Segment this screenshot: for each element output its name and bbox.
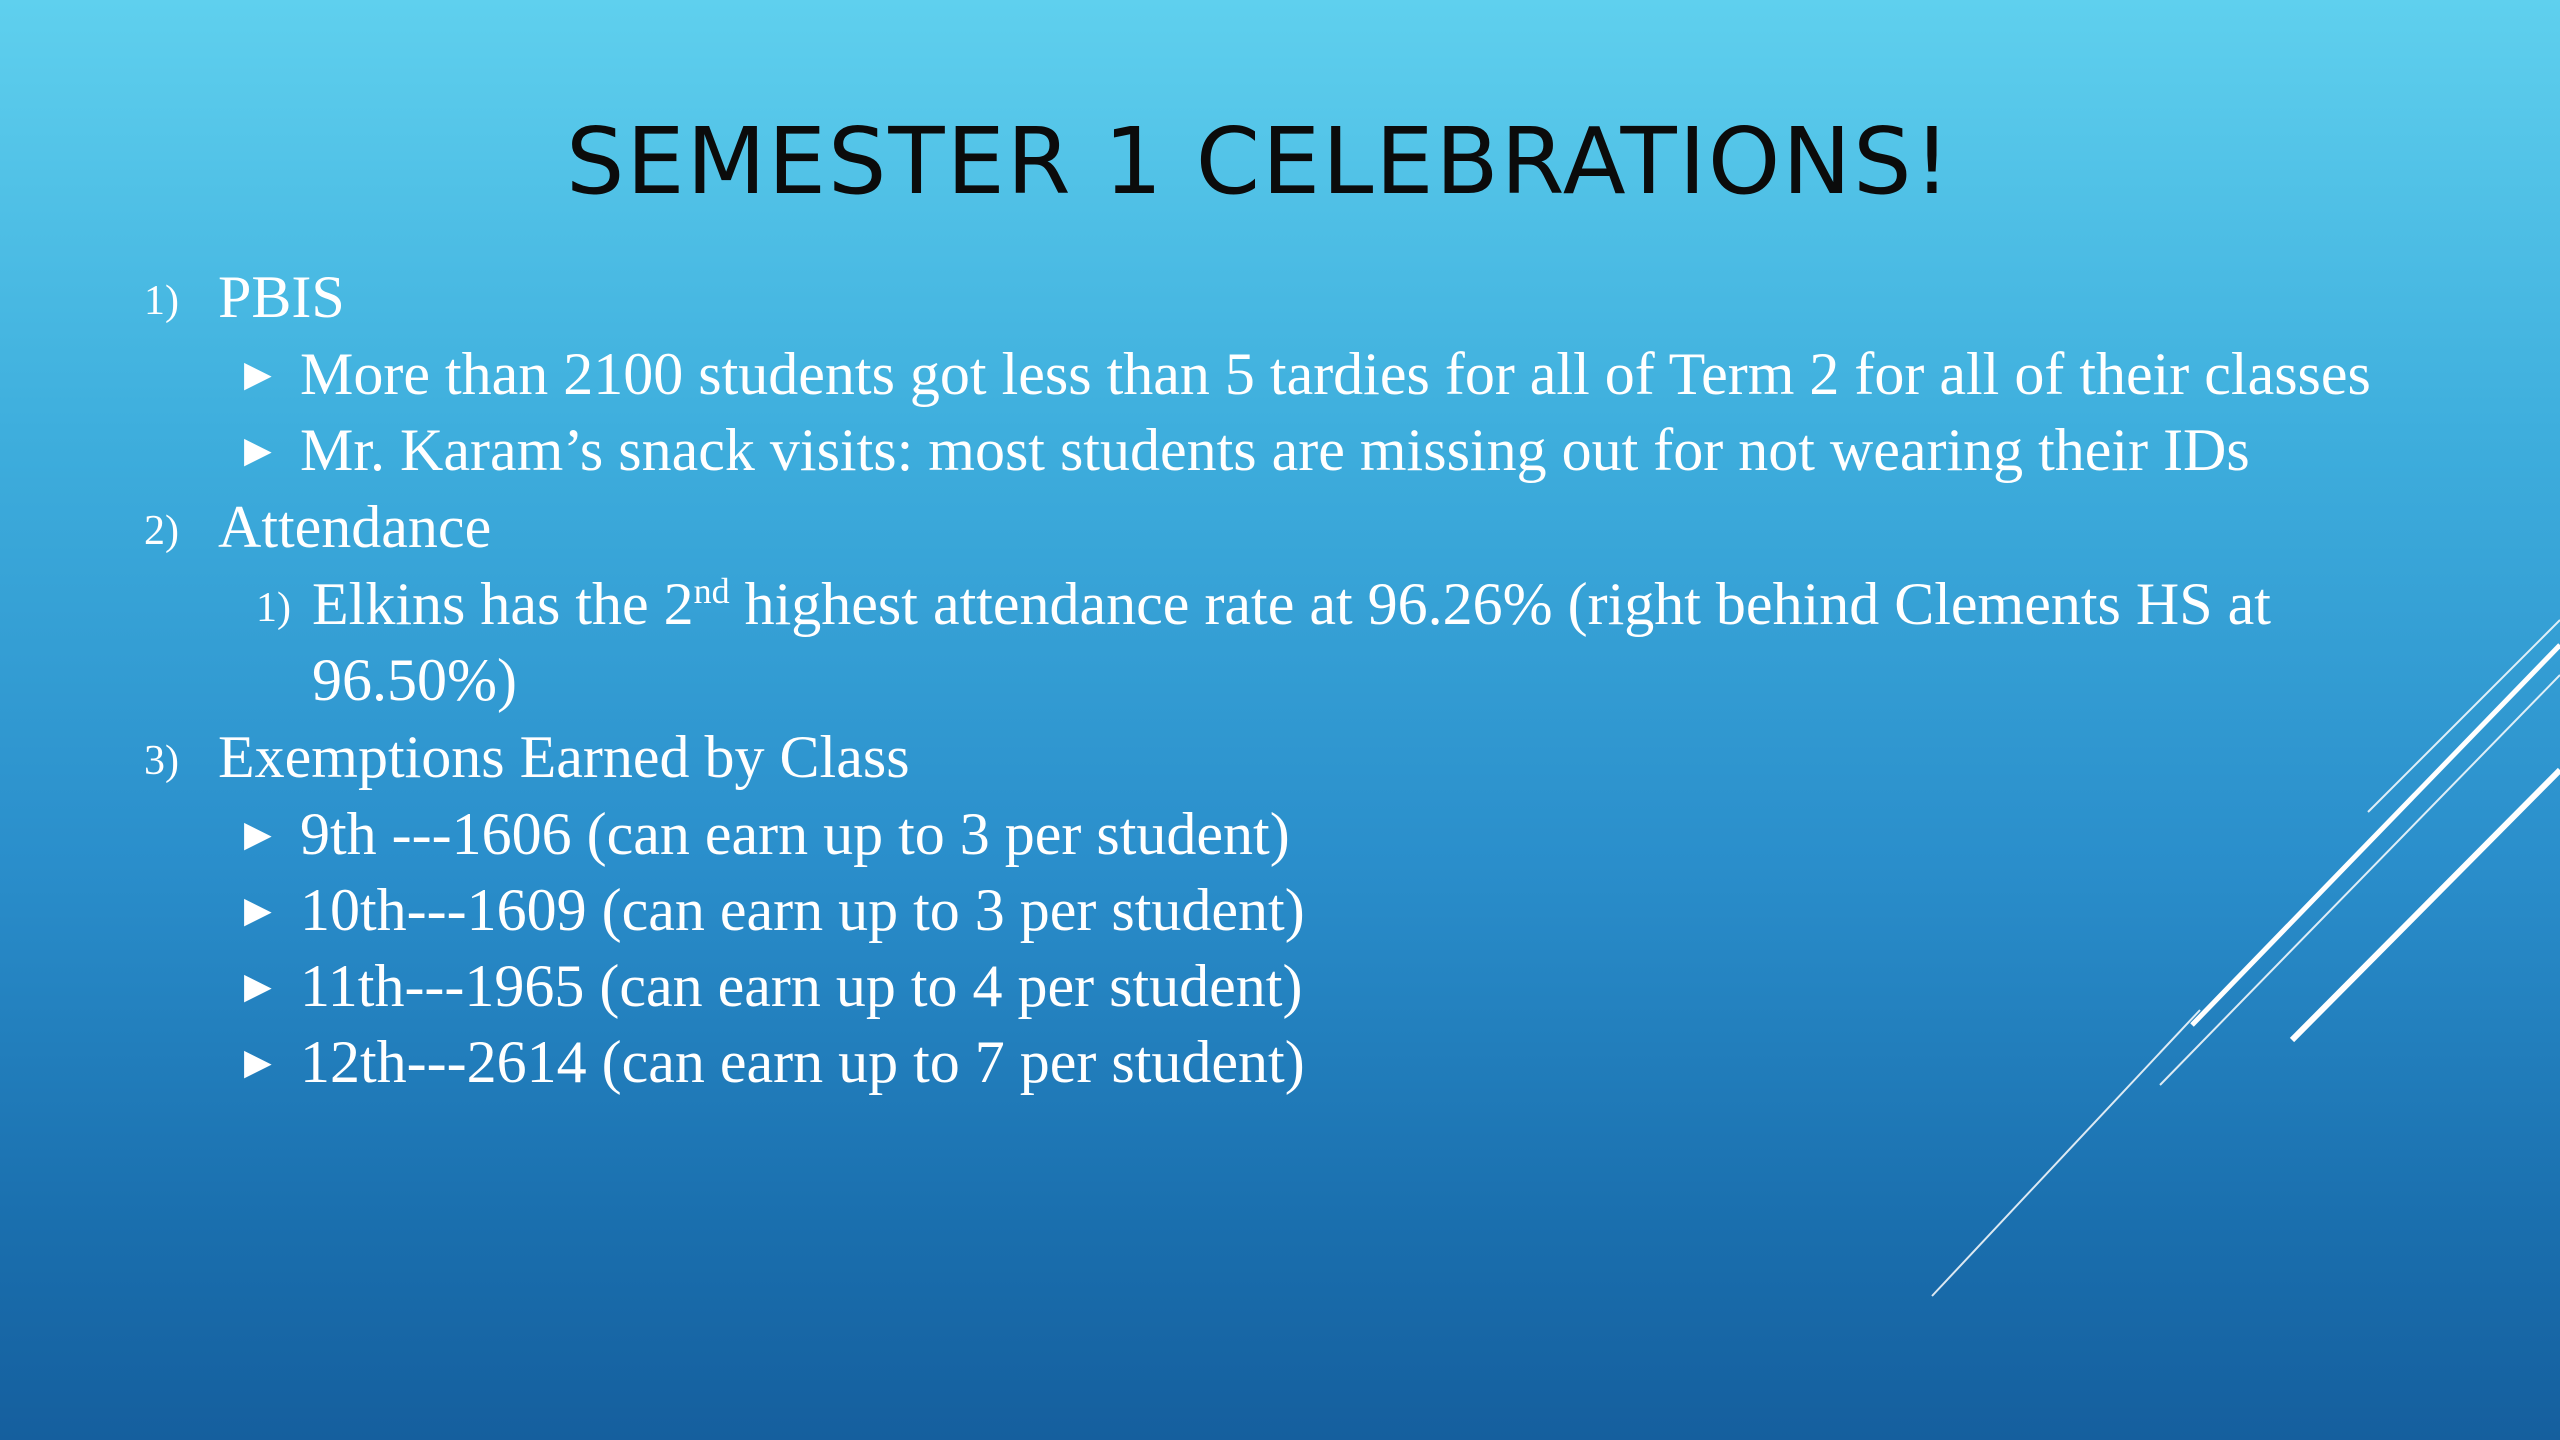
- subitem-number: 1): [256, 585, 291, 631]
- triangle-right-icon: ▶: [244, 430, 272, 470]
- list-item-text: Mr. Karam’s snack visits: most students are missing out for not wearing their IDs: [300, 417, 2250, 483]
- deco-line: [2192, 645, 2560, 1025]
- deco-line: [2292, 770, 2560, 1040]
- section-number: 3): [144, 738, 179, 784]
- triangle-right-icon: ▶: [244, 890, 272, 930]
- list-item-text: 12th---2614 (can earn up to 7 per student): [300, 1029, 1305, 1095]
- section-heading: PBIS: [218, 264, 345, 330]
- list-item-text: 9th ---1606 (can earn up to 3 per student): [300, 801, 1290, 867]
- slide-title: SEMESTER 1 CELEBRATIONS!: [566, 108, 1953, 215]
- list-item-text: More than 2100 students got less than 5 tardies for all of Term 2 for all of their classes: [300, 341, 2371, 407]
- section-heading: Attendance: [218, 494, 492, 560]
- deco-line: [1932, 1010, 2200, 1296]
- subitem-superscript: nd: [693, 571, 730, 611]
- triangle-right-icon: ▶: [244, 1042, 272, 1082]
- triangle-right-icon: ▶: [244, 966, 272, 1006]
- section-heading: Exemptions Earned by Class: [218, 724, 910, 790]
- section-number: 2): [144, 508, 179, 554]
- triangle-right-icon: ▶: [244, 814, 272, 854]
- subitem-text-before: Elkins has the 2: [312, 571, 694, 637]
- deco-line: [2368, 620, 2560, 812]
- list-item-text: 11th---1965 (can earn up to 4 per student): [300, 953, 1303, 1019]
- list-item-text: 10th---1609 (can earn up to 3 per student): [300, 877, 1305, 943]
- section-number: 1): [144, 278, 179, 324]
- triangle-right-icon: ▶: [244, 354, 272, 394]
- subitem-text-after: highest attendance rate at 96.26% (right behind Clements HS at 96.50%): [312, 571, 2271, 713]
- deco-line: [2160, 675, 2560, 1085]
